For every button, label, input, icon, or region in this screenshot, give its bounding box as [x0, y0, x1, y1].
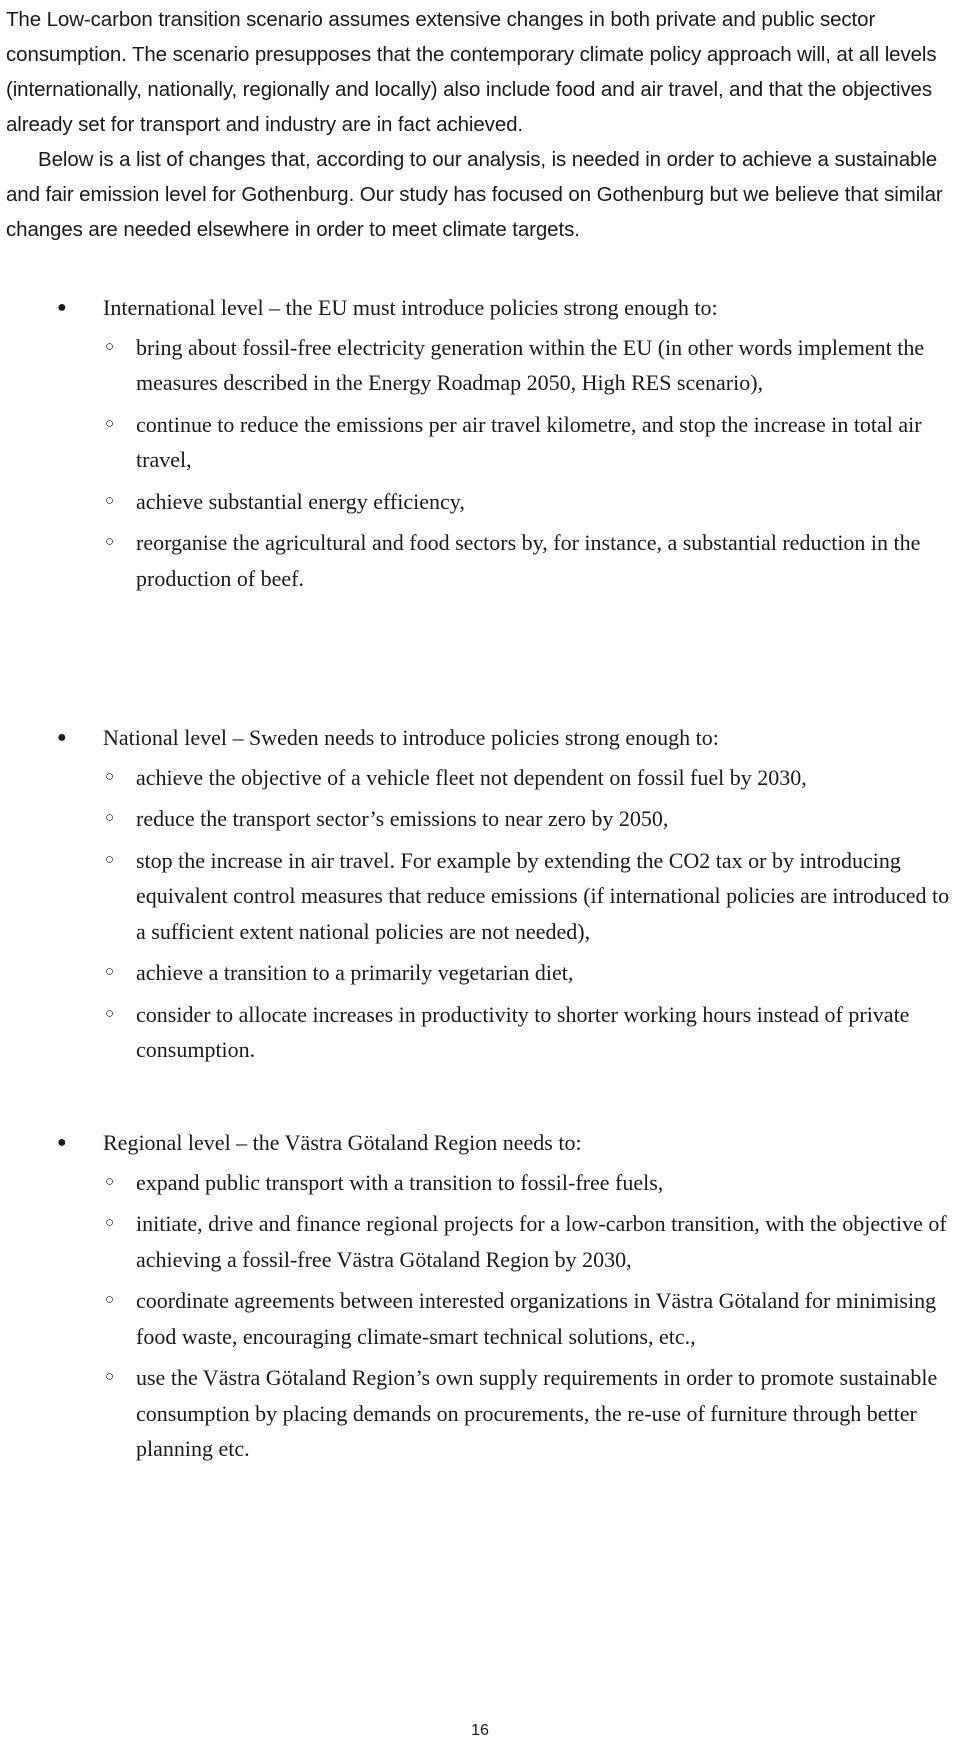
- international-level-section: [0, 290, 960, 602]
- international-level-list: [0, 330, 960, 597]
- list-item-text: continue to reduce the emissions per air travel kilometre, and stop the increase in total air travel,: [136, 411, 922, 472]
- international-level-heading: [0, 290, 960, 326]
- national-level-section: [0, 720, 960, 1074]
- list-item-text: expand public transport with a transition to fossil-free fuels,: [136, 1169, 664, 1195]
- circle-bullet-icon: ○: [105, 964, 115, 980]
- list-item: [0, 997, 960, 1068]
- circle-bullet-icon: ○: [105, 768, 115, 785]
- circle-bullet-icon: ○: [105, 1369, 115, 1385]
- list-item-text: reorganise the agricultural and food sectors by, for instance, a substantial reduction in the production of beef.: [136, 530, 921, 591]
- circle-bullet-icon: ○: [105, 1292, 115, 1308]
- regional-level-heading: [0, 1125, 960, 1161]
- list-item: [0, 1283, 960, 1354]
- circle-bullet-icon: ○: [105, 1005, 115, 1022]
- list-item-text: achieve substantial energy efficiency,: [136, 488, 465, 514]
- list-item-text: initiate, drive and finance regional projects for a low-carbon transition, with the objective of achieving a fossil-free Västra Götaland Region by 2030,: [136, 1211, 947, 1272]
- list-item: [0, 1360, 960, 1467]
- list-item-text: bring about fossil-free electricity generation within the EU (in other words implement the measures described in the Energy Roadmap 2050, High RES scenario),: [136, 334, 925, 395]
- national-level-heading-text: National level – Sweden needs to introduce policies strong enough to:: [103, 725, 719, 750]
- regional-level-section: [0, 1125, 960, 1473]
- list-item-text: achieve a transition to a primarily vegetarian diet,: [136, 960, 574, 985]
- list-item-text: consider to allocate increases in productivity to shorter working hours instead of private consumption.: [136, 1001, 910, 1062]
- intro-paragraph-1: The Low-carbon transition scenario assumes extensive changes in both private and public sector consumption. The scenario presupposes that the contemporary climate policy approach will, at all levels (internationally, nationally, regionally and locally) also include food and air travel, and that the objectives already set for transport and industry are in fact achieved.: [6, 8, 937, 136]
- bullet-icon: ●: [57, 299, 67, 316]
- circle-bullet-icon: ○: [105, 415, 115, 432]
- list-item-text: reduce the transport sector’s emissions to near zero by 2050,: [136, 806, 669, 831]
- list-item-text: use the Västra Götaland Region’s own supply requirements in order to promote sustainable consumption by placing demands on procurements, the re-use of furniture through better planning etc.: [136, 1365, 938, 1461]
- circle-bullet-icon: ○: [105, 1215, 115, 1231]
- list-item-text: coordinate agreements between interested organizations in Västra Götaland for minimising food waste, encouraging climate-smart technical solutions, etc.,: [136, 1288, 937, 1349]
- list-item-text: achieve the objective of a vehicle fleet not dependent on fossil fuel by 2030,: [136, 764, 807, 790]
- circle-bullet-icon: ○: [105, 851, 115, 868]
- list-item: [0, 843, 960, 950]
- intro-paragraph-2: Below is a list of changes that, according to our analysis, is needed in order to achieve a sustainable and fair emission level for Gothenburg. Our study has focused on Gothenburg but we believe that similar changes are needed elsewhere in order to meet climate targets.: [6, 148, 943, 241]
- intro-text: [6, 2, 958, 247]
- list-item: [0, 760, 960, 796]
- international-level-heading-text: International level – the EU must introduce policies strong enough to:: [103, 295, 718, 320]
- regional-level-heading-text: Regional level – the Västra Götaland Region needs to:: [103, 1130, 582, 1155]
- list-item: [0, 525, 960, 596]
- list-item: [0, 484, 960, 520]
- list-item: [0, 407, 960, 478]
- list-item: [0, 330, 960, 401]
- list-item: [0, 955, 960, 991]
- circle-bullet-icon: ○: [105, 810, 115, 826]
- circle-bullet-icon: ○: [105, 338, 115, 355]
- list-item: [0, 1165, 960, 1201]
- circle-bullet-icon: ○: [105, 1173, 115, 1190]
- circle-bullet-icon: ○: [105, 534, 115, 550]
- bullet-icon: ●: [57, 729, 67, 746]
- list-item: [0, 801, 960, 837]
- regional-level-list: [0, 1165, 960, 1467]
- circle-bullet-icon: ○: [105, 492, 115, 509]
- list-item: [0, 1206, 960, 1277]
- bullet-icon: ●: [57, 1134, 67, 1151]
- page-number: 16: [471, 1722, 489, 1739]
- national-level-heading: [0, 720, 960, 756]
- national-level-list: [0, 760, 960, 1068]
- list-item-text: stop the increase in air travel. For example by extending the CO2 tax or by introducing equivalent control measures that reduce emissions (if international policies are introduced to a sufficient extent national policies are not needed),: [136, 847, 950, 944]
